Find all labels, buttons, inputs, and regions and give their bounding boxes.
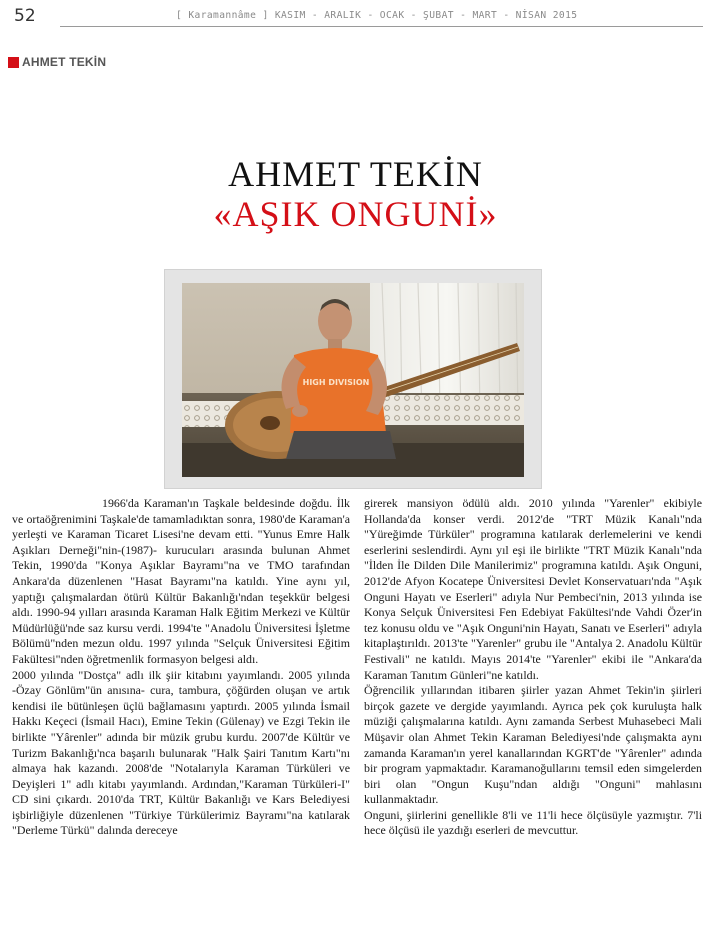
shirt-text: HIGH DIVISION (302, 378, 370, 387)
red-square-icon (8, 57, 19, 68)
paragraph: Öğrencilik yıllarından itibaren şiirler yazan Ahmet Tekin'in şiirleri birçok gazete ve dergide yayımlandı. Ayrıca pek çok kuruluşta halk müziği çalışmalarına katıldı. Aynı zamanda Serbest Muhasebeci Mali Müşavir olan Ahmet Tekin Karaman Belediyesi'nde çalışmakta aynı zamanda Karaman'ın yerel kanallarından KGRT'de "Yârenler" adında bir program yapmaktadır. Karamanoğullarını temsil eden simgelerden biri olan "Ongun Kuşu"ndan aldığı "Onguni" mahlasını kullanmaktadır. (364, 683, 702, 807)
photo-frame (164, 269, 542, 489)
title-block (0, 156, 711, 232)
left-column (12, 496, 350, 839)
article-subtitle: «AŞIK ONGUNİ» (213, 194, 498, 234)
paragraph: Onguni, şiirlerini genellikle 8'li ve 11'li hece ölçüsüyle yazmıştır. 7'li hece ölçüsü ile yazdığı eserleri de mevcuttur. (364, 807, 702, 838)
header-rule (60, 26, 703, 27)
page-number: 52 (14, 6, 36, 26)
paragraph: girerek mansiyon ödülü aldı. 2010 yılında "Yarenler" ekibiyle Hollanda'da konser verdi. 2012'de "TRT Müzik Kanalı"nda "Yüreğimde Türküler" programına katılarak derlemelerini ve kendi eserlerini seslendirdi. Aynı yıl eşi ile birlikte "TRT Müzik Kanalı"nda "İlden İle Dilden Dile Manilerimiz" programına katıldı. Aşık Onguni, 2012'de Afyon Kocatepe Üniversitesi Devlet Konservatuarı'nda "Aşık Onguni Hayatı ve Eserleri" adıyla Nur Pembeci'nin, 2013 yılında ise Konya Selçuk Üniversitesi Fen Edebiyat Fakültesi'nde Vahdi Özer'in tez konusu oldu ve "Aşık Onguni'nin Hayatı, Sanatı ve Eserleri" adıyla kitaplaştırıldı. 2013'te "Yarenler" grubu ile "Antalya 2. Anadolu Kültür Festivali" ne katıldı. Mayıs 2014'te "Yarenler" ekibi ile "Ankara'da Karaman Tanıtım Günleri"ne katıldı. (364, 496, 702, 682)
paragraph: 1966'da Karaman'ın Taşkale beldesinde doğdu. İlk ve ortaöğrenimini Taşkale'de tamamladıktan sonra, 1980'de Karaman'a yerleşti ve Karaman Ticaret Lisesi'ne devam etti. "Yunus Emre Halk Aşıkları Derneği"nin-(1987)- kurucuları arasında bulunan Ahmet Tekin, 1990'da "Konya Aşıklar Bayramı"na ve TMO tarafından Ankara'da düzenlenen "Hasat Bayramı"na katıldı. Yine aynı yıl, yaptığı çalışmalardan ötürü Kültür Bakanlığı'ndan teşekkür belgesi aldı. 1990-94 yılları arasında Karaman Halk Eğitim Merkezi ve Kültür Müdürlüğü'nde saz kursu verdi. 1994'te "Anadolu Üniversitesi İşletme Bölümü"nden mezun oldu. 1997 yılında "Selçuk Üniversitesi Eğitim Fakültesi"nden öğretmenlik formasyon belgesi aldı. (12, 496, 350, 666)
portrait-illustration (182, 283, 524, 477)
paragraph: 2000 yılında "Dostça" adlı ilk şiir kitabını yayımlandı. 2005 yılında -Özay Gönlüm"ün anısına- cura, tambura, çöğürden oluşan ve artık kendisi ile bütünleşen üçlü bağlamasını yaptırdı. 2005 yılında İsmail Hakkı Keçeci (İsmail Hacı), Emine Tekin (Gülenay) ve Ezgi Tekin ile birlikte "Yârenler" adında bir müzik grubu kurdu. 2007'de Kültür ve Turizm Bakanlığı'nca başarılı bulunarak "Halk Şairi Tanıtım Kartı"nı almaya hak kazandı. 2008'de "Notalarıyla Karaman Türküleri ve Deyişleri 1" adlı kitabı yayımlandı. Ardından,"Karaman Türküleri-I" CD sini çıkardı. 2010'da TRT, Kültür Bakanlığı ve Kars Belediyesi işbirliğiyle düzenlenen "Türkiye Türkülerimiz Bayramı"na katılarak "Derleme Türkü" dalında dereceye (12, 667, 350, 838)
section-tag (8, 55, 106, 69)
article-title: AHMET TEKİN (228, 154, 483, 194)
portrait-photo (182, 283, 524, 477)
article-body (12, 496, 702, 839)
section-label: AHMET TEKİN (22, 55, 107, 69)
running-header: [ Karamannâme ] KASIM - ARALIK - OCAK - ŞUBAT - MART - NİSAN 2015 (176, 10, 578, 21)
right-column (364, 496, 702, 839)
